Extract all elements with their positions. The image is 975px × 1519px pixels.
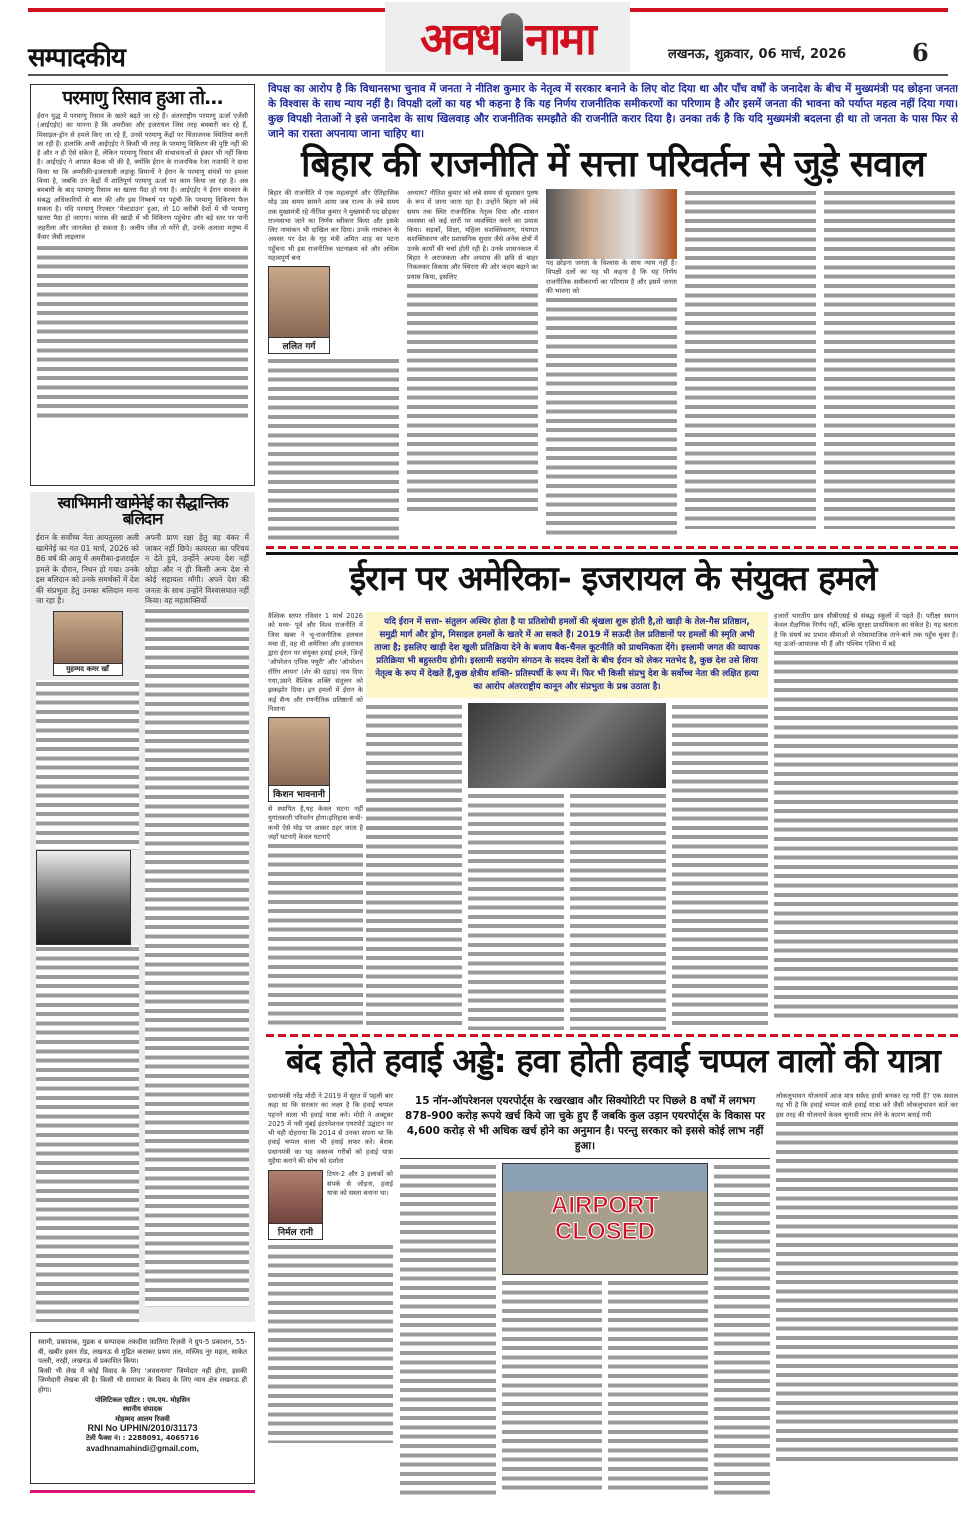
arch-icon	[501, 13, 523, 61]
airport-headline: बंद होते हवाई अड्डे: हवा होती हवाई चप्पल वालों की यात्रा	[286, 1041, 940, 1080]
masthead-logo: अवध नामा	[385, 2, 630, 72]
author-byline: निर्मल रानी	[269, 1223, 322, 1239]
issue-date: लखनऊ, शुक्रवार, 06 मार्च, 2026	[668, 47, 847, 62]
khamenei-photo	[36, 850, 131, 945]
iran-col1: वैश्विक स्तपर रविवार 1 मार्च 2026 को मध्य- पूर्व और विश्व राजनीति में जिस खबर ने भू-राजनीतिक हलचल मचा दी, वह थी अमेरिका और इजरायल द्वारा ईरान पर संयुक्त हवाई हमले, जिन्हें 'ऑपरेशन एपिक फ्यूरी' और 'ऑपरेशन रोरिंग लायन' (शेर की दहाड़) नाम दिया गया,उसने वैश्विक शक्ति संतुलन को झकझोर दिया। इन हमलों में ईरान के कई सैन्य और रणनीतिक प्रतिष्ठानों को निशाना किशन भावनानी से स्थापित है,यह केवल घटना नहीं युगांतकारी परिवर्तन होगा।इतिहास कभी-कभी ऐसे मोड़ पर आकर ठहर जाता है जहाँ घटनाएँ केवल घटनाएँ	[268, 612, 363, 1030]
author-photo	[53, 611, 123, 676]
iran-col1b: से स्थापित है,यह केवल घटना नहीं युगांतकारी परिवर्तन होगा।इतिहास कभी-कभी ऐसे मोड़ पर आकर ठहर जाता है जहाँ घटनाएँ केवल घटनाएँ	[268, 804, 363, 841]
email-link[interactable]: avadhnamahindi@gmail.com,	[86, 1443, 199, 1453]
bihar-article	[268, 82, 958, 542]
nuclear-editorial	[30, 84, 255, 486]
pink-rule	[30, 1490, 255, 1493]
khamenei-col1: ईरान के सर्वोच्च नेता आयतुल्ला अली खामेनेई का गत 01 मार्च, 2026 को 86 वर्ष की आयु में अमरीका-इजराईल हमले के दौरान, निधन हो गया। उनके इस बलिदान को उनके समर्थकों में देश की संप्रभुता हेतु उनका बलिदान माना जा रहा है।	[36, 533, 139, 605]
nuclear-title: परमाणु रिसाव हुआ तो...	[62, 87, 223, 109]
iran-col-right: हजारों भारतीय छात्र सीबीएसई से संबद्ध स्कूलों में पढ़ते हैं। परीक्षा स्थगन केवल शैक्षणिक निर्णय नहीं, बल्कि सुरक्षा प्राथमिकता का संकेत है। यह बताता है कि संघर्ष का प्रभाव सीमाओं से परेसामाजिक ताने-बाने तक पहुँच चुका है। यह ऊर्जा-आयातक भी हैं और पश्चिम एशिया में बड़े	[774, 612, 958, 1030]
iran-middle	[366, 612, 768, 1030]
bihar-col2: अध्याय? नीतिश कुमार को लंबे समय से सुशासन पुरुष के रूप में जाना जाता रहा है। उन्होंने बिहार को लंबे समय तक स्थिर राजनीतिक नेतृत्व दिया और शासन व्यवस्था को कई स्तरों पर व्यवस्थित करने का प्रयास किया। सड़कों, शिक्षा, महिला सशक्तिकरण, पंचायत सशक्तिकरण और प्रशासनिक सुधार जैसे अनेक क्षेत्रों में उनके कार्यों की चर्चा होती रही है। उनके शासनकाल में बिहार ने अराजकता और अपराध की छवि से बाहर निकलकर विकास और स्थिरता की ओर कदम बढ़ाने का प्रयास किया, इसलिए	[407, 189, 538, 281]
political-editor: पोलिटिकल एडीटर : एम.एम. मोहसिन	[95, 1395, 190, 1404]
bihar-headline: बिहार की राजनीति में सत्ता परिवर्तन से जुड़े सवाल	[301, 144, 925, 185]
imprint-publisher: स्वामी, प्रकाशक, मुद्रक व सम्पादक तकदीस फ़ातिमा रिज़वी ने ग्रुप-5 प्रकाशन, 55-बी, खबीर हसन रोड, लखनऊ से मुद्रित कराकर प्रथम तल, मस्जिद नूर महल, साकेत पल्ली, नरही, लखनऊ से प्रकाशित किया।	[38, 1338, 247, 1366]
airport-col2: टियर-2 और 3 इलाकों को संपर्क से जोड़ना, हवाई यात्रा को सस्ता बनाना था।	[327, 1170, 393, 1197]
iran-headline: ईरान पर अमेरिका- इजरायल के संयुक्त हमले	[349, 559, 877, 599]
author-byline: मुहम्मद कमर खाँ	[54, 663, 122, 675]
bihar-body	[268, 189, 958, 542]
airport-col-right: लोकलुभावन योजनायें आज मात्र सफ़ेद हाथी बनकर रह गयी हैं? एक सवाल यह भी है कि हवाई चप्पल वाले हवाई यात्रा करें जैसी लोकलुभावन बातें कर इस तरह की योजनायें केवल चुनावी लाभ लेने के कारण बनाई गयी	[776, 1092, 958, 1496]
summary-rule	[400, 1158, 770, 1159]
iran-pullquote: यदि ईरान में सत्ता- संतुलन अस्थिर होता है या प्रतिशोधी हमलों की श्रृंखला शुरू होती है,तो खाड़ी के तेल-गैस प्रतिष्ठान, समुद्री मार्ग और ड्रोन, मिसाइल हमलों के खतरे में आ सकते हैं। 2019 में सऊदी तेल प्रतिष्ठानों पर हमलों की स्मृति अभी ताजा है; इसलिए खाड़ी देश खुली प्रतिक्रिया देने के बजाय बैक-चैनल कूटनीति को प्राथमिकता देंगे। इस्लामी जगत की व्यापक प्रतिक्रिया भी बहुस्तरीय होगी। इस्लामी सहयोग संगठन के सदस्य देशों के बीच ईरान को लेकर मतभेद है, कुछ देश उसे शिया नेतृत्व के रूप में देखते हैं,कुछ क्षेत्रीय शक्ति- प्रतिस्पर्धी के रूप में। फिर भी किसी संप्रभु देश के सर्वोच्च नेता की लक्षित हत्या का आरोप अंतरराष्ट्रीय कानून और संप्रभुता के प्रश्न उठाता है।	[366, 612, 768, 698]
section-title: सम्पादकीय	[28, 43, 125, 73]
author-byline: किशन भावनानी	[269, 785, 329, 801]
khamenei-title: स्वाभिमानी खामेनेई का सैद्धान्तिक बलिदान	[57, 494, 228, 528]
section-divider	[266, 1034, 958, 1037]
nuclear-body-continued	[37, 244, 248, 422]
airport-col1: प्रधानमंत्री नरेंद्र मोदी ने 2019 में सूरत में पहली बार कहा था कि सरकार का लक्ष्य है कि हवाई चप्पल पहनने वाला भी हवाई यात्रा करे। मोदी ने अक्टूबर 2025 में नवी मुंबई इंटरनेशनल एयरपोर्ट उद्घाटन पर भी यही दोहराया कि 2014 से उनका सपना था कि हवाई चप्पल वाला भी हवाई सफर करे। बेशक प्रधानमंत्री का यह वक्तव्य गरीबों को हवाई यात्रा मुहैया कराने की सोच को दर्शाता निर्मल रानी टियर-2 और 3 इलाकों को संपर्क से जोड़ना, हवाई यात्रा को सस्ता बनाना था।	[268, 1092, 393, 1496]
local-editor: मोहम्मद आलम रिजवी	[115, 1414, 170, 1423]
telefax: टेली फैक्स नं। : 2288091, 4065716	[86, 1433, 199, 1442]
author-photo	[268, 266, 330, 354]
bihar-intro: विपक्ष का आरोप है कि विधानसभा चुनाव में जनता ने नीतिश कुमार के नेतृत्व में सरकार बनाने के लिए वोट दिया था और पाँच वर्षों के जनादेश के बीच में मुख्यमंत्री पद छोड़ना जनता के विश्वास के साथ न्याय नहीं है। विपक्षी दलों का यह भी कहना है कि यह निर्णय राजनीतिक समीकरणों का परिणाम है और इसमें जनता की भावना को पर्याप्त महत्व नहीं दिया गया। कुछ विपक्षी नेताओं ने इसे जनादेश के साथ खिलवाड़ और राजनीतिक समझौते की राजनीति करार दिया है। उनका तर्क है कि यदि मुख्यमंत्री बदलना ही था तो जनता के पास फिर से जाने का रास्ता अपनाया जाना चाहिए था।	[268, 83, 958, 140]
airport-summary: 15 नॉन-ऑपरेशनल एयरपोर्ट्स के रखरखाव और सिक्योरिटी पर पिछले 8 वर्षों में लगभग 878-900 करोड़ रूपये खर्च किये जा चुके हुए हैं जबकि कुल उड़ान एयरपोर्ट्स के विकास पर 4,600 करोड़ से भी अधिक खर्च होने का अनुमान है। परन्तु सरकार को इससे कोई लाभ नहीं हुआ।	[405, 1095, 765, 1152]
bihar-col3: पद छोड़ना जनता के विश्वास के साथ न्याय नहीं है। विपक्षी दलों का यह भी कहना है कि यह निर्णय राजनीतिक समीकरणों का परिणाम है और इसमें जनता की भावना को	[546, 259, 677, 295]
author-byline: ललित गर्ग	[269, 337, 329, 353]
imprint-box	[30, 1332, 255, 1484]
airport-closed-image: AIRPORT CLOSED	[502, 1163, 708, 1275]
imprint-disclaimer: किसी भी लेख में कोई विवाद के लिए 'अवधनामा' जिम्मेदार नहीं होगा, इसकी जिम्मेदारी लेखक की है। किसी भी समाचार के विवाद के लिए न्याय क्षेत्र लखनऊ ही होगा।	[38, 1366, 247, 1394]
protest-photo	[468, 703, 666, 788]
airport-middle	[400, 1094, 770, 1496]
rni-number: RNI No UPHIN/2010/31173	[87, 1423, 198, 1434]
nuclear-body: ईरान युद्ध में परमाणु रिसाव के खतरे बढ़ते जा रहे हैं। अंतरराष्ट्रीय परमाणु ऊर्जा एजेंसी (आईएईए) का मानना है कि अमरीका और इजरायल जिस तरह बमबारी कर रहे हैं, मिसाइल-ड्रोन से हमले किए जा रहे हैं, उनसे परमाणु केंद्रों पर चिंताजनक स्थितियां बनती जा रही हैं। हालांकि अभी आईएईए ने किसी भी तरह के परमाणु विकिरण की पुष्टि नहीं की है और न ही ऐसे संकेत हैं, लेकिन परमाणु रिसाव की संभावनाओं से इंकार भी नहीं किया है। आईएईए ने आपात बैठक भी की है, क्योंकि ईरान के राजनयिक रेजा नजाफी ने दावा किया था कि अमरीकी-इजरायली लड़ाकू विमानों ने ईरान के परमाणु संयंत्रों पर हमला किया है, जबकि उन केंद्रों में शांतिपूर्ण परमाणु ऊर्जा पर काम किया जा रहा है। अब बमबारी के बाद परमाणु रिसाव का खतरा पैदा हो गया है। आईएईए ने ईरान सरकार के संबद्ध अधिकारियों से बात की और इस निष्कर्ष पर पहुंची कि परमाणु विकिरण फैल सकता है। यदि परमाणु रिएक्टर 'मेल्टडाउन' हुआ, तो 10 करीबी देशों में भी परमाणु खतरा पैदा हो जाएगा। फारस की खाड़ी में भी विकिरण पहुंचेगा और बड़े स्तर पर पानी जहरीला और जानलेवा हो सकता है। जलीय जीव तो मरेंगे ही, उनके अलावा मनुष्य में कैंसर जैसी लाइलाज	[37, 112, 248, 241]
page-number: 6	[912, 38, 929, 67]
khamenei-col2: अपनी प्राण रक्षा हेतु वह बंकर में जाकर नहीं छिपे। कायरता का परिचय न देते हुये, उन्होंने अपना देश नहीं छोड़ा और न ही किसी अन्य देश से कोई सहायता माँगी। अपने देश की जनता के साथ उन्होंने विश्वासघात नहीं किया। वह महाशक्तियों	[145, 533, 249, 605]
bihar-col1: बिहार की राजनीति में एक महत्वपूर्ण और ऐतिहासिक मोड़ उस समय सामने आया जब राज्य के लंबे समय तक मुख्यमंत्री रहे नीतिश कुमार ने मुख्यमंत्री पद छोड़कर राज्यसभा जाने का निर्णय स्वीकार किया और इसके लिए नामांकन भी दाखिल कर दिया। उनके नामांकन के अवसर पर देश के गृह मंत्री अमित शाह का पटना पहुँचना भी इस राजनीतिक घटनाक्रम को और अधिक महत्वपूर्ण बना	[268, 189, 399, 263]
author-photo	[268, 717, 330, 802]
khamenei-article	[30, 492, 255, 1322]
local-editor-label: स्थानीय संपादक	[122, 1405, 163, 1414]
section-divider	[266, 546, 958, 549]
amit-shah-photo	[546, 189, 677, 259]
header-bottom-rule	[28, 74, 948, 76]
logo-text: अवध	[420, 14, 500, 65]
author-photo	[268, 1170, 323, 1240]
